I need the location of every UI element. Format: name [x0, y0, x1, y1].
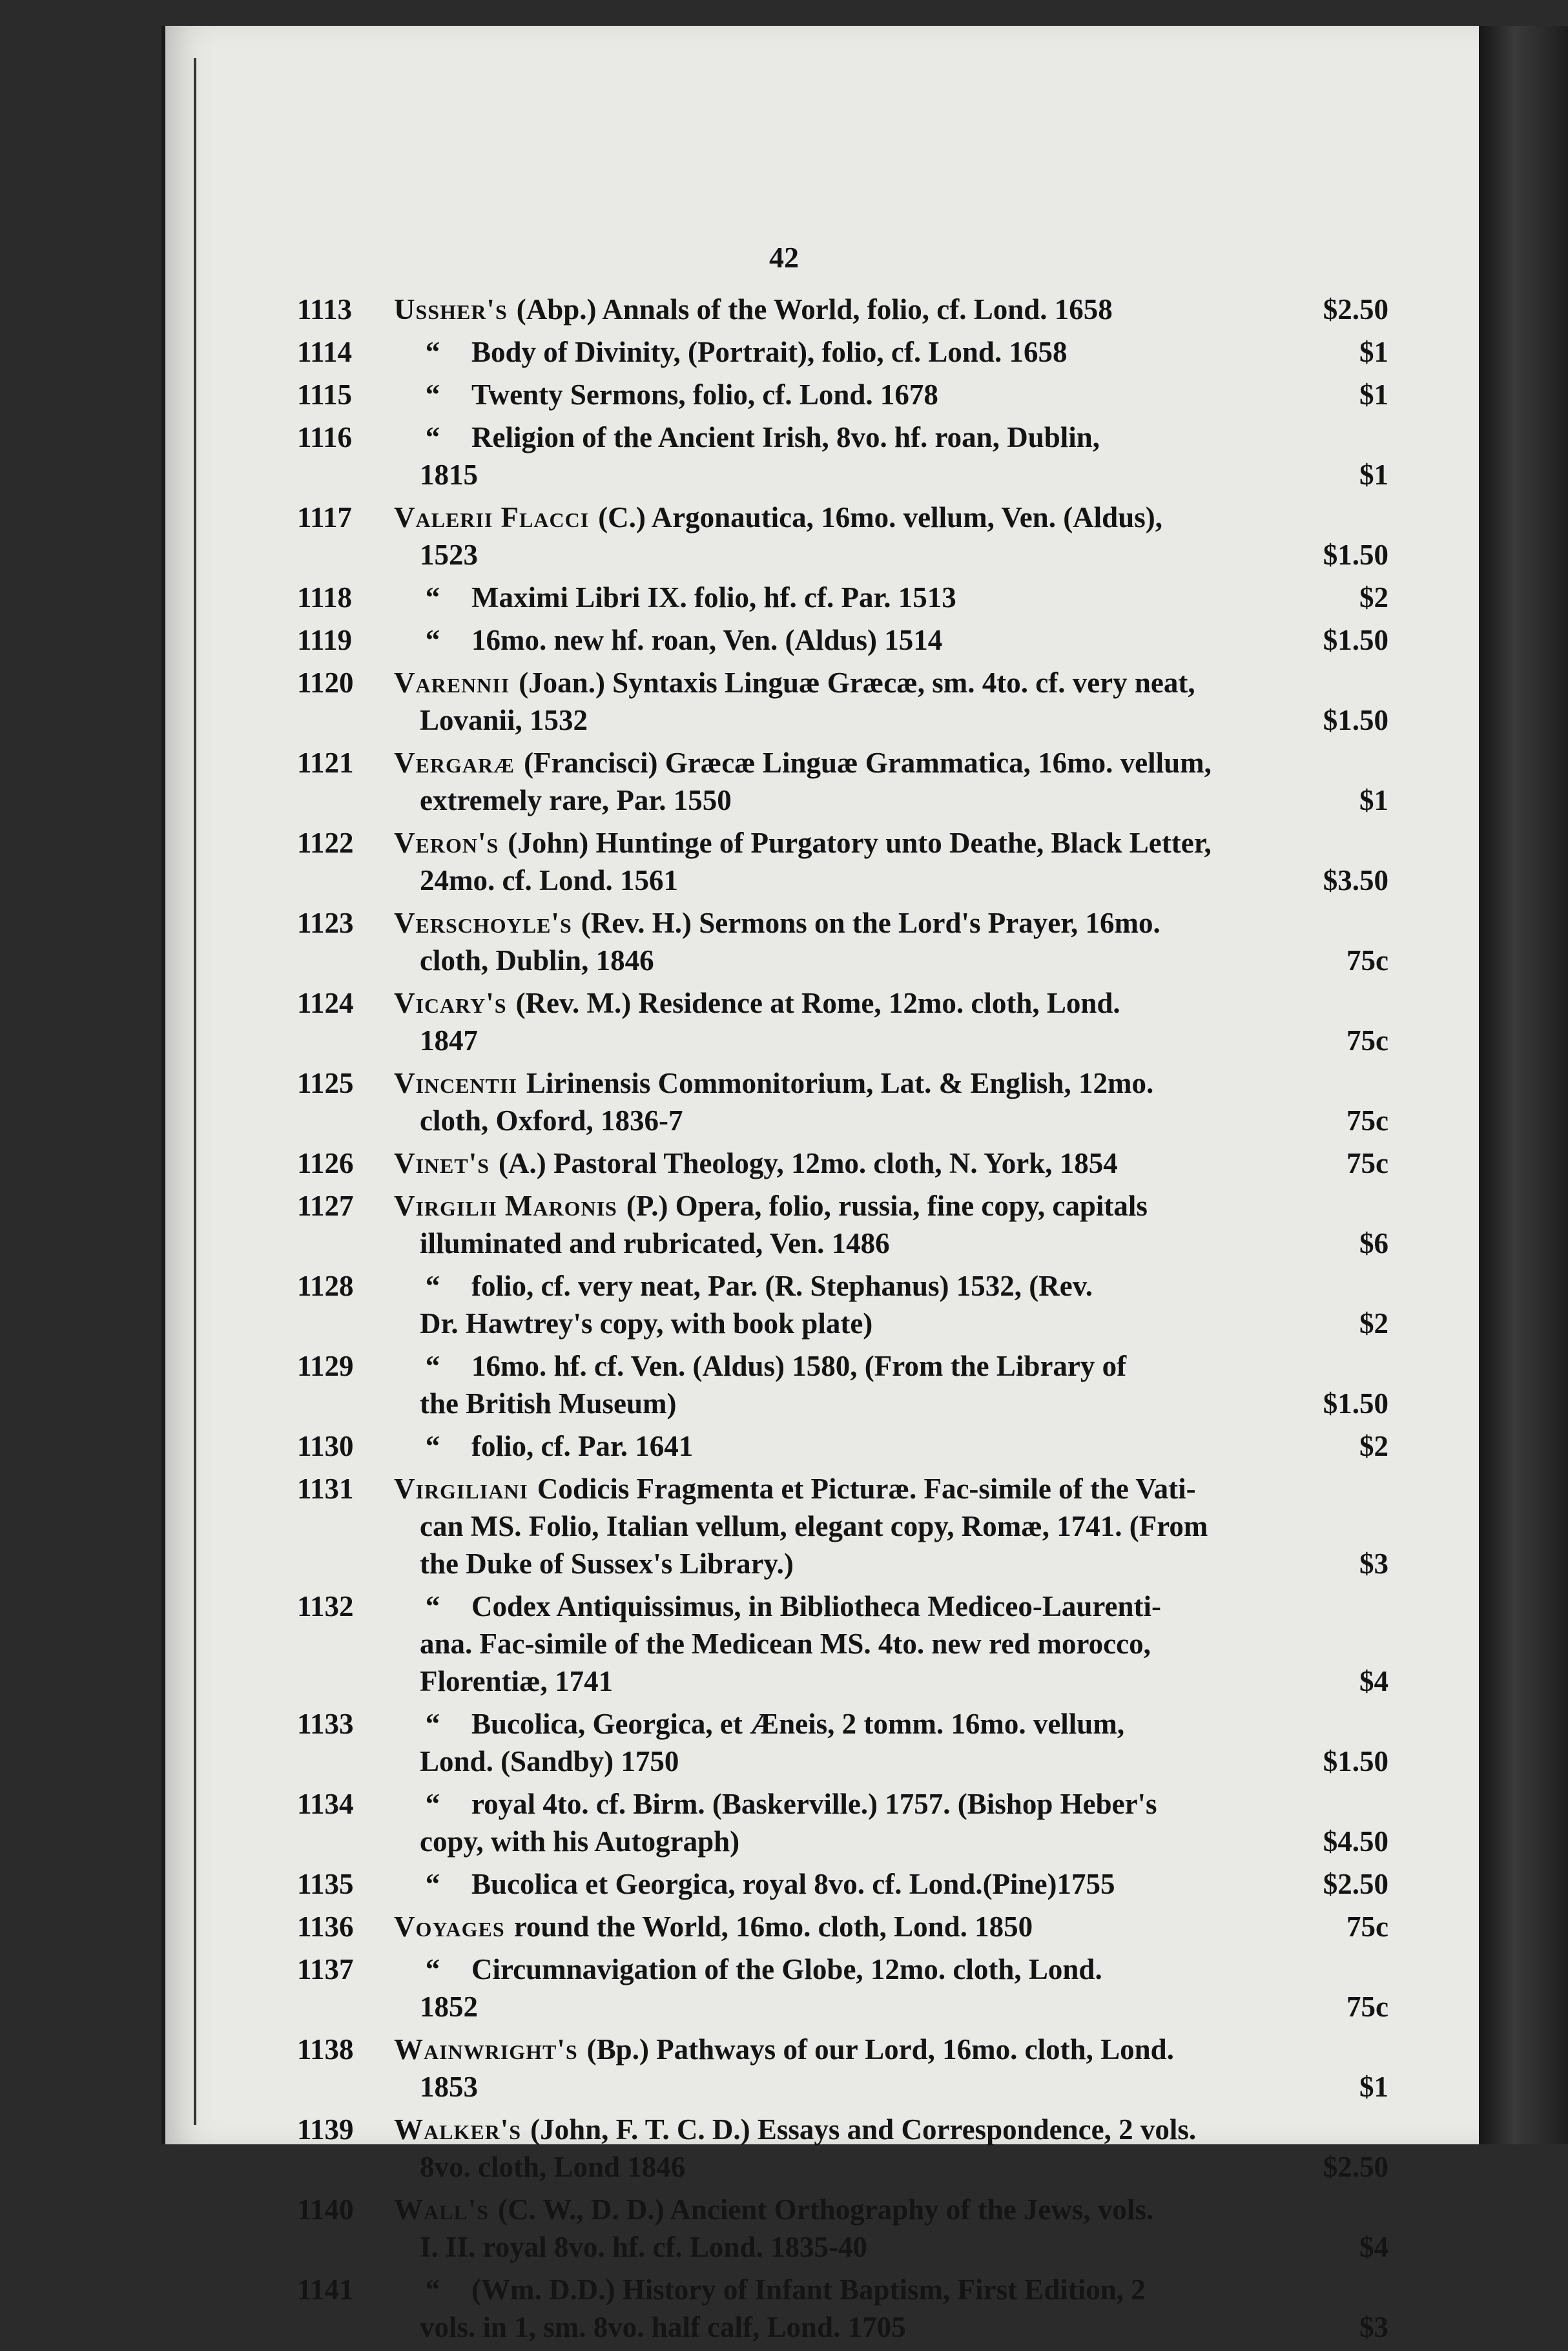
- entry-author: Vincentii: [394, 1067, 517, 1099]
- entry-number: 1114: [297, 336, 353, 368]
- entry-line: [297, 1144, 1388, 1182]
- entry-line: [297, 2271, 1388, 2308]
- entry-line: [297, 291, 1388, 328]
- entry-number: 1128: [297, 1270, 354, 1302]
- catalog-entry: [297, 1470, 1388, 1582]
- entry-number: 1140: [297, 2193, 354, 2226]
- entry-continuation-line: [394, 701, 1388, 739]
- entry-number: 1113: [297, 293, 353, 326]
- entry-price: $3: [1359, 2311, 1388, 2343]
- entry-description-cont: cloth, Oxford, 1836-7: [420, 1104, 683, 1137]
- entry-description-cont: Lovanii, 1532: [420, 704, 588, 736]
- entry-description: Body of Divinity, (Portrait), folio, cf. Lond. 1658: [471, 336, 1068, 368]
- entry-line: [297, 2191, 1388, 2228]
- entry-description: (Rev. M.) Residence at Rome, 12mo. cloth, Lond.: [515, 987, 1120, 1019]
- entry-author: Varennii: [394, 667, 510, 699]
- entry-continuation-line: [394, 1507, 1388, 1545]
- entry-author: Walker's: [394, 2113, 522, 2146]
- entry-description: folio, cf. very neat, Par. (R. Stephanus) 1532, (Rev.: [471, 1270, 1093, 1302]
- catalog-entry: [297, 1588, 1388, 1700]
- catalog-entry: [297, 744, 1388, 819]
- entry-number: 1130: [297, 1430, 354, 1462]
- entry-number: 1119: [297, 624, 353, 656]
- entry-line: [297, 579, 1388, 616]
- entry-description-cont: ana. Fac-simile of the Medicean MS. 4to. new red morocco,: [420, 1628, 1151, 1660]
- entry-continuation-line: [394, 1662, 1388, 1700]
- ditto-mark: “: [425, 1868, 440, 1900]
- entry-line: [297, 1267, 1388, 1305]
- entry-continuation-line: [394, 2148, 1388, 2186]
- entry-description: Bucolica, Georgica, et Æneis, 2 tomm. 16mo. vellum,: [471, 1708, 1125, 1740]
- entry-description-cont: vols. in 1, sm. 8vo. half calf, Lond. 1705: [420, 2311, 906, 2343]
- entry-description-cont: the Duke of Sussex's Library.): [420, 1548, 794, 1580]
- entry-continuation-line: [394, 942, 1388, 979]
- catalog-entry: [297, 2111, 1388, 2186]
- entry-price: $4.50: [1323, 1825, 1388, 1858]
- entry-number: 1135: [297, 1868, 354, 1900]
- entry-price: 75c: [1346, 1147, 1388, 1179]
- entry-author: Vinet's: [394, 1147, 490, 1179]
- entry-continuation-line: [394, 1385, 1388, 1422]
- entry-price: 75c: [1346, 1991, 1388, 2023]
- entry-description: (P.) Opera, folio, russia, fine copy, capitals: [626, 1190, 1148, 1222]
- ditto-mark: “: [425, 378, 440, 411]
- entry-continuation-line: [394, 1988, 1388, 2025]
- catalog-entry: [297, 1705, 1388, 1780]
- entry-continuation-line: [394, 1743, 1388, 1780]
- entry-number: 1121: [297, 747, 354, 779]
- ditto-mark: “: [425, 624, 440, 656]
- entry-description: Twenty Sermons, folio, cf. Lond. 1678: [471, 378, 938, 411]
- entry-author: Verschoyle's: [394, 907, 572, 939]
- entry-continuation-line: [394, 2228, 1388, 2266]
- entry-description: round the World, 16mo. cloth, Lond. 1850: [513, 1911, 1033, 1943]
- entry-line: [297, 1187, 1388, 1225]
- entry-author: Vicary's: [394, 987, 507, 1019]
- entry-author: Virgiliani: [394, 1473, 528, 1505]
- entry-number: 1132: [297, 1590, 354, 1622]
- entry-price: $2: [1359, 581, 1388, 614]
- entry-description: (Wm. D.D.) History of Infant Baptism, First Edition, 2: [471, 2273, 1146, 2306]
- entry-price: 75c: [1346, 1024, 1388, 1057]
- entry-description-cont: copy, with his Autograph): [420, 1825, 740, 1858]
- entry-number: 1122: [297, 827, 354, 859]
- entry-line: [297, 1705, 1388, 1743]
- entry-line: [297, 1785, 1388, 1823]
- entry-description: Codicis Fragmenta et Picturæ. Fac-simile of the Vati-: [537, 1473, 1196, 1505]
- entry-author: Vergaræ: [394, 747, 515, 779]
- entry-line: [297, 1347, 1388, 1385]
- entry-description: royal 4to. cf. Birm. (Baskerville.) 1757. (Bishop Heber's: [471, 1788, 1157, 1820]
- entry-number: 1131: [297, 1473, 354, 1505]
- entry-description: (Joan.) Syntaxis Linguæ Græcæ, sm. 4to. cf. very neat,: [519, 667, 1195, 699]
- entry-continuation-line: [394, 1545, 1388, 1582]
- ditto-mark: “: [425, 421, 440, 453]
- catalog-entry: [297, 664, 1388, 739]
- entry-description: Maximi Libri IX. folio, hf. cf. Par. 1513: [471, 581, 956, 614]
- entry-line: [297, 904, 1388, 942]
- ditto-mark: “: [425, 1708, 440, 1740]
- entry-price: 75c: [1346, 944, 1388, 977]
- entry-continuation-line: [394, 862, 1388, 899]
- entry-price: $3.50: [1323, 864, 1388, 896]
- page-binding-edge: [194, 58, 196, 2125]
- entry-description-cont: 1847: [420, 1024, 478, 1057]
- entry-price: $1.50: [1323, 1387, 1388, 1420]
- entry-description: (Rev. H.) Sermons on the Lord's Prayer, 16mo.: [581, 907, 1161, 939]
- entry-author: Valerii Flacci: [394, 501, 590, 533]
- ditto-mark: “: [425, 336, 440, 368]
- entry-number: 1117: [297, 501, 353, 533]
- entry-number: 1127: [297, 1190, 354, 1222]
- entry-number: 1138: [297, 2033, 354, 2066]
- entry-description: Religion of the Ancient Irish, 8vo. hf. roan, Dublin,: [471, 421, 1100, 453]
- entry-description-cont: Florentiæ, 1741: [420, 1665, 614, 1697]
- ditto-mark: “: [425, 1350, 440, 1382]
- entry-continuation-line: [394, 2068, 1388, 2106]
- catalog-entry: [297, 824, 1388, 899]
- ditto-mark: “: [425, 1788, 440, 1820]
- entry-line: [297, 664, 1388, 701]
- catalog-entry: [297, 1347, 1388, 1422]
- entry-description-cont: 8vo. cloth, Lond 1846: [420, 2151, 686, 2183]
- entry-number: 1115: [297, 378, 353, 411]
- entry-continuation-line: [394, 1022, 1388, 1059]
- entry-description: Bucolica et Georgica, royal 8vo. cf. Lond.(Pine)1755: [471, 1868, 1115, 1900]
- entry-price: $2.50: [1323, 2151, 1388, 2183]
- ditto-mark: “: [425, 581, 440, 614]
- entry-line: [297, 376, 1388, 413]
- entry-description-cont: cloth, Dublin, 1846: [420, 944, 654, 977]
- catalog-entry: [297, 904, 1388, 979]
- catalog-entry: [297, 1187, 1388, 1262]
- entry-line: [297, 333, 1388, 371]
- entry-author: Ussher's: [394, 293, 508, 326]
- ditto-mark: “: [425, 1270, 440, 1302]
- entry-price: $1.50: [1323, 624, 1388, 656]
- entry-continuation-line: [394, 1823, 1388, 1860]
- entry-continuation-line: [394, 536, 1388, 574]
- entry-number: 1116: [297, 421, 353, 453]
- entry-description: (C.) Argonautica, 16mo. vellum, Ven. (Aldus),: [598, 501, 1162, 533]
- entry-description-cont: 1853: [420, 2071, 478, 2103]
- entry-description-cont: 1523: [420, 539, 478, 571]
- entry-description-cont: 1852: [420, 1991, 478, 2023]
- entry-number: 1136: [297, 1911, 354, 1943]
- entry-author: Voyages: [394, 1911, 505, 1943]
- entry-line: [297, 419, 1388, 456]
- entry-line: [297, 1588, 1388, 1625]
- entry-description-cont: 1815: [420, 459, 478, 491]
- entry-line: [297, 984, 1388, 1022]
- entry-price: $4: [1359, 2231, 1388, 2263]
- entry-description: (John) Huntinge of Purgatory unto Deathe, Black Letter,: [508, 827, 1212, 859]
- ditto-mark: “: [425, 1430, 440, 1462]
- entry-line: [297, 2111, 1388, 2148]
- catalog-entry: [297, 1865, 1388, 1903]
- entry-line: [297, 2031, 1388, 2068]
- entry-number: 1126: [297, 1147, 354, 1179]
- entry-description-cont: extremely rare, Par. 1550: [420, 784, 732, 816]
- entry-description: folio, cf. Par. 1641: [471, 1430, 694, 1462]
- entry-price: $1: [1359, 459, 1388, 491]
- entry-continuation-line: [394, 1305, 1388, 1342]
- catalog-entry: [297, 333, 1388, 371]
- catalog-entry: [297, 621, 1388, 659]
- entry-line: [297, 621, 1388, 659]
- entry-description: (John, F. T. C. D.) Essays and Correspondence, 2 vols.: [530, 2113, 1197, 2146]
- catalog-entry: [297, 499, 1388, 574]
- catalog-entry: [297, 1427, 1388, 1465]
- catalog-entry: [297, 2271, 1388, 2346]
- ditto-mark: “: [425, 1953, 440, 1985]
- entry-line: [297, 1064, 1388, 1102]
- entry-continuation-line: [394, 1225, 1388, 1262]
- page-number: 42: [769, 241, 799, 274]
- entry-author: Virgilii Maronis: [394, 1190, 617, 1222]
- facing-page-edge: [1479, 26, 1568, 2144]
- entry-price: $1: [1359, 784, 1388, 816]
- entry-price: $1.50: [1323, 539, 1388, 571]
- entry-number: 1139: [297, 2113, 354, 2146]
- entry-description: (Bp.) Pathways of our Lord, 16mo. cloth, Lond.: [586, 2033, 1174, 2066]
- entry-line: [297, 824, 1388, 862]
- entry-price: $1: [1359, 378, 1388, 411]
- entry-number: 1133: [297, 1708, 354, 1740]
- entry-description: (Francisci) Græcæ Linguæ Grammatica, 16mo. vellum,: [524, 747, 1212, 779]
- entry-description: Codex Antiquissimus, in Bibliotheca Mediceo-Laurenti-: [471, 1590, 1162, 1622]
- catalog-entry: [297, 2191, 1388, 2266]
- entry-description: 16mo. new hf. roan, Ven. (Aldus) 1514: [471, 624, 943, 656]
- catalog-entry: [297, 2031, 1388, 2106]
- entry-price: $1: [1359, 2071, 1388, 2103]
- entry-description-cont: Dr. Hawtrey's copy, with book plate): [420, 1307, 873, 1340]
- entry-continuation-line: [394, 1625, 1388, 1662]
- ditto-mark: “: [425, 2273, 440, 2306]
- catalog-entry: [297, 1951, 1388, 2025]
- entry-number: 1129: [297, 1350, 354, 1382]
- entry-price: $4: [1359, 1665, 1388, 1697]
- catalog-entry: [297, 1267, 1388, 1342]
- catalog-entry: [297, 579, 1388, 616]
- entry-number: 1123: [297, 907, 354, 939]
- catalog-entry: [297, 376, 1388, 413]
- entry-description-cont: I. II. royal 8vo. hf. cf. Lond. 1835-40: [420, 2231, 867, 2263]
- entry-price: 75c: [1346, 1911, 1388, 1943]
- entry-author: Wainwright's: [394, 2033, 578, 2066]
- entry-description-cont: the British Museum): [420, 1387, 677, 1420]
- entry-price: $1.50: [1323, 704, 1388, 736]
- entry-description: Lirinensis Commonitorium, Lat. & English, 12mo.: [526, 1067, 1154, 1099]
- entry-description: Circumnavigation of the Globe, 12mo. cloth, Lond.: [471, 1953, 1102, 1985]
- entry-number: 1137: [297, 1953, 354, 1985]
- entry-line: [297, 1951, 1388, 1988]
- entry-description: (Abp.) Annals of the World, folio, cf. Lond. 1658: [516, 293, 1113, 326]
- entry-line: [297, 1865, 1388, 1903]
- entry-price: $1.50: [1323, 1745, 1388, 1777]
- entry-price: $2: [1359, 1307, 1388, 1340]
- entry-continuation-line: [394, 456, 1388, 493]
- entry-author: Veron's: [394, 827, 499, 859]
- entry-price: $6: [1359, 1227, 1388, 1259]
- catalog-entry: [297, 1908, 1388, 1945]
- entry-line: [297, 499, 1388, 536]
- entry-number: 1120: [297, 667, 354, 699]
- entry-continuation-line: [394, 1102, 1388, 1139]
- entry-description-cont: can MS. Folio, Italian vellum, elegant copy, Romæ, 1741. (From: [420, 1510, 1208, 1542]
- entry-number: 1125: [297, 1067, 354, 1099]
- entry-price: $2.50: [1323, 293, 1388, 326]
- catalog-entry: [297, 291, 1388, 328]
- entry-description-cont: illuminated and rubricated, Ven. 1486: [420, 1227, 890, 1259]
- entry-continuation-line: [394, 782, 1388, 819]
- entry-continuation-line: [394, 2308, 1388, 2346]
- entry-description-cont: 24mo. cf. Lond. 1561: [420, 864, 679, 896]
- ditto-mark: “: [425, 1590, 440, 1622]
- entry-description: (A.) Pastoral Theology, 12mo. cloth, N. York, 1854: [499, 1147, 1118, 1179]
- catalog-entries: [297, 291, 1388, 2351]
- entry-description: (C. W., D. D.) Ancient Orthography of the Jews, vols.: [498, 2193, 1154, 2226]
- entry-price: 75c: [1346, 1104, 1388, 1137]
- catalog-entry: [297, 419, 1388, 493]
- entry-description-cont: Lond. (Sandby) 1750: [420, 1745, 679, 1777]
- entry-number: 1118: [297, 581, 353, 614]
- catalog-entry: [297, 984, 1388, 1059]
- entry-number: 1141: [297, 2273, 354, 2306]
- entry-price: $1: [1359, 336, 1388, 368]
- entry-number: 1124: [297, 987, 354, 1019]
- entry-line: [297, 1427, 1388, 1465]
- entry-price: $3: [1359, 1548, 1388, 1580]
- catalog-entry: [297, 1785, 1388, 1860]
- entry-line: [297, 744, 1388, 782]
- entry-number: 1134: [297, 1788, 354, 1820]
- entry-description: 16mo. hf. cf. Ven. (Aldus) 1580, (From the Library of: [471, 1350, 1127, 1382]
- entry-price: $2: [1359, 1430, 1388, 1462]
- entry-author: Wall's: [394, 2193, 490, 2226]
- catalog-entry: [297, 1144, 1388, 1182]
- catalog-entry: [297, 1064, 1388, 1139]
- entry-line: [297, 1470, 1388, 1507]
- entry-line: [297, 1908, 1388, 1945]
- entry-price: $2.50: [1323, 1868, 1388, 1900]
